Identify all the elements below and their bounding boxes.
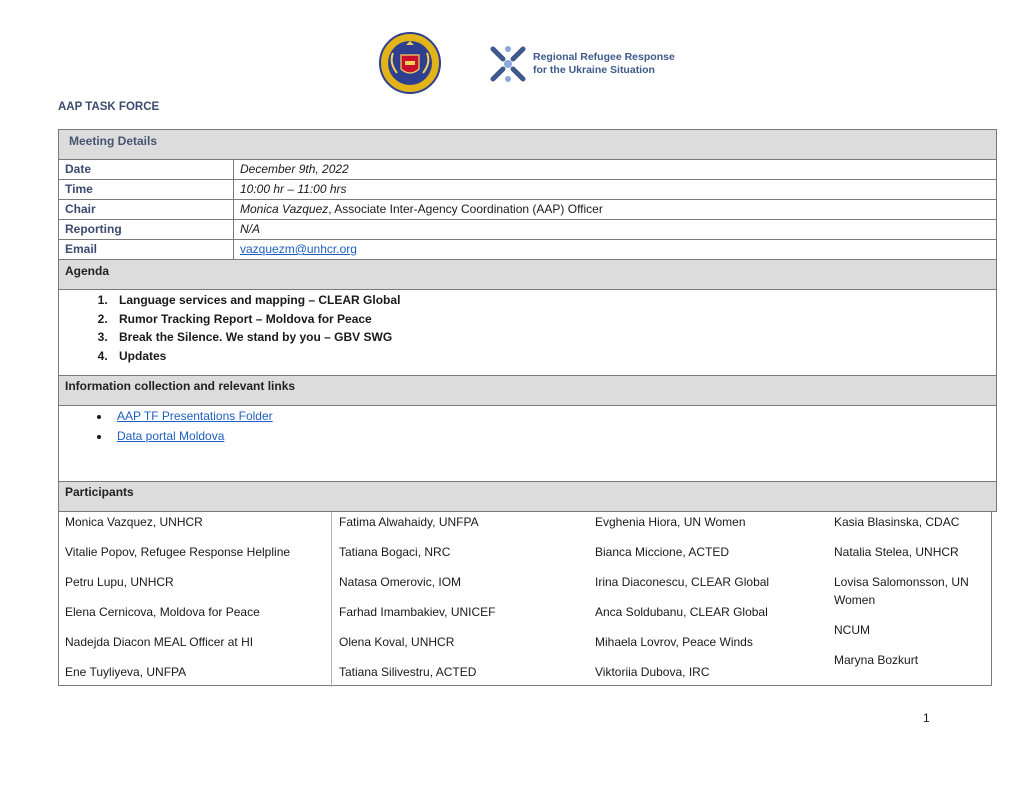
meeting-details-heading: Meeting Details [59, 130, 996, 160]
links-list [59, 406, 996, 446]
agenda-item: 1. Language services and mapping – CLEAR Global [111, 291, 996, 310]
logo-text-line1: Regional Refugee Response [533, 51, 675, 63]
meeting-row-date [59, 160, 996, 180]
participant: Petru Lupu, UNHCR [65, 575, 174, 589]
page-number: 1 [923, 711, 930, 725]
participant: Anca Soldubanu, CLEAR Global [595, 605, 768, 619]
reporting-label: Reporting [59, 220, 234, 239]
participant: Ene Tuyliyeva, UNFPA [65, 665, 187, 679]
agenda-item: 3. Break the Silence. We stand by you – GBV SWG [111, 328, 996, 347]
agenda-section [58, 259, 997, 376]
participant: Bianca Miccione, ACTED [595, 545, 730, 559]
participant: Monica Vazquez, UNHCR [65, 515, 203, 529]
meeting-row-email [59, 240, 996, 260]
participant: Maryna Bozkurt [834, 653, 919, 667]
chair-name: Monica Vazquez [240, 202, 329, 216]
time-label: Time [59, 180, 234, 199]
agenda-list [59, 290, 996, 365]
participants-column-4 [834, 512, 984, 680]
participant: Tatiana Silivestru, ACTED [339, 665, 477, 679]
meeting-row-chair [59, 200, 996, 220]
link-item [111, 406, 996, 426]
participants-header [58, 481, 997, 512]
participant: Farhad Imambakiev, UNICEF [339, 605, 496, 619]
participant: Nadejda Diacon MEAL Officer at HI [65, 635, 254, 649]
participant: Viktoriia Dubova, IRC [595, 665, 710, 679]
participant: Olena Koval, UNHCR [339, 635, 455, 649]
agenda-heading: Agenda [59, 260, 996, 290]
participant: Natalia Stelea, UNHCR [834, 545, 959, 559]
column-divider [331, 512, 332, 687]
date-value: December 9th, 2022 [240, 162, 349, 176]
refugee-response-mark-icon [487, 43, 529, 85]
link-item [111, 426, 996, 446]
participants-column-3 [595, 512, 769, 692]
date-label: Date [59, 160, 234, 179]
info-links-section [58, 375, 997, 482]
document-title: AAP TASK FORCE [58, 101, 160, 113]
participants-heading: Participants [59, 482, 996, 511]
participant: NCUM [834, 623, 870, 637]
participant: Lovisa Salomonsson, UN Women [834, 575, 969, 607]
presentations-folder-link[interactable]: AAP TF Presentations Folder [117, 409, 273, 423]
participant: Natasa Omerovic, IOM [339, 575, 462, 589]
participant: Mihaela Lovrov, Peace Winds [595, 635, 753, 649]
regional-refugee-response-logo [487, 42, 677, 86]
agenda-item: 4. Updates [111, 347, 996, 366]
participants-column-2 [339, 512, 496, 692]
email-link[interactable]: vazquezm@unhcr.org [240, 242, 357, 256]
email-label: Email [59, 240, 234, 260]
meeting-row-reporting [59, 220, 996, 240]
reporting-value: N/A [240, 222, 261, 236]
meeting-details-table [58, 129, 997, 260]
participant: Fatima Alwahaidy, UNFPA [339, 515, 479, 529]
chair-value [234, 200, 603, 219]
participant: Kasia Blasinska, CDAC [834, 515, 960, 529]
chair-role: , Associate Inter-Agency Coordination (AAP) Officer [328, 202, 603, 216]
data-portal-link[interactable]: Data portal Moldova [117, 429, 225, 443]
logo-text-line2: for the Ukraine Situation [533, 64, 655, 76]
agenda-item: 2. Rumor Tracking Report – Moldova for Peace [111, 310, 996, 329]
participants-column-1 [65, 512, 290, 692]
time-value: 10:00 hr – 11:00 hrs [240, 182, 347, 196]
participant: Tatiana Bogaci, NRC [339, 545, 451, 559]
chair-label: Chair [59, 200, 234, 219]
info-heading: Information collection and relevant links [59, 376, 996, 406]
participant: Vitalie Popov, Refugee Response Helpline [65, 545, 291, 559]
moldova-coat-of-arms-logo [379, 31, 441, 95]
meeting-row-time [59, 180, 996, 200]
participant: Irina Diaconescu, CLEAR Global [595, 575, 770, 589]
participants-grid [58, 511, 992, 686]
participant: Evghenia Hiora, UN Women [595, 515, 746, 529]
participant: Elena Cernicova, Moldova for Peace [65, 605, 260, 619]
